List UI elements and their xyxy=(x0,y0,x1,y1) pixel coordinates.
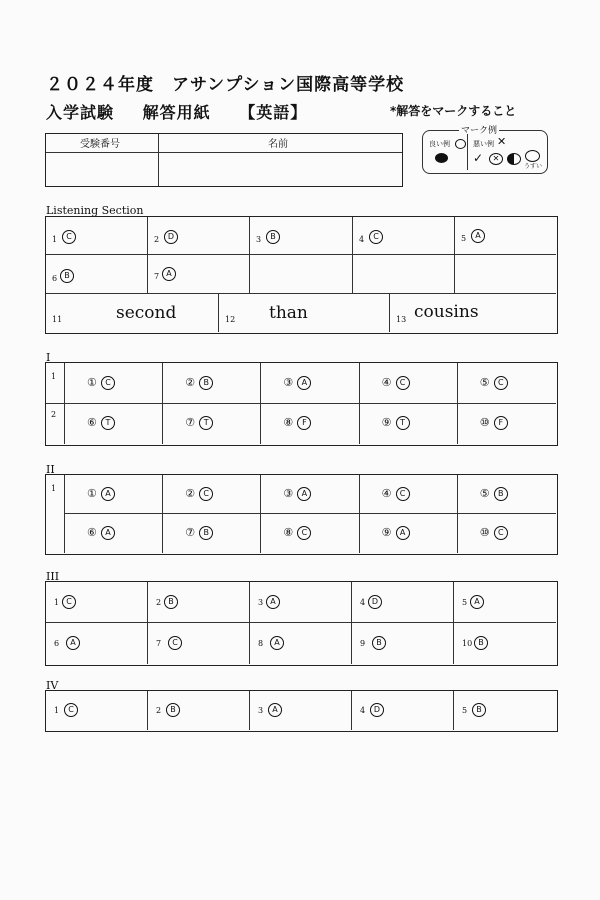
question-number: 6 xyxy=(54,638,60,648)
answer-cell[interactable] xyxy=(454,623,556,664)
question-number: 9 xyxy=(360,638,366,648)
marked-choice: A xyxy=(101,526,115,540)
question-number: ① xyxy=(87,486,97,500)
marked-choice: A xyxy=(101,487,115,501)
answer-cell[interactable] xyxy=(261,514,359,553)
part1-answer-grid xyxy=(45,362,558,446)
marked-choice: A xyxy=(297,487,311,501)
answer-mark xyxy=(474,636,488,650)
answer-cell[interactable] xyxy=(65,514,163,553)
answer-mark xyxy=(164,595,178,609)
answer-mark xyxy=(370,703,384,717)
answer-mark xyxy=(199,487,213,501)
answer-cell[interactable] xyxy=(65,404,163,444)
question-number: 8 xyxy=(258,638,264,648)
answer-mark xyxy=(369,230,383,244)
question-number: ⑥ xyxy=(87,416,97,429)
marked-choice: C xyxy=(62,595,76,609)
question-number: ⑥ xyxy=(87,525,97,539)
marked-choice: C xyxy=(494,376,508,390)
empty-cell xyxy=(455,255,556,294)
question-number: ⑤ xyxy=(479,375,490,389)
marked-choice: F xyxy=(297,416,311,430)
answer-cell[interactable] xyxy=(148,691,250,730)
marked-choice: B xyxy=(494,487,508,501)
marked-choice: T xyxy=(396,416,410,430)
marked-choice: D xyxy=(164,230,178,244)
answer-cell[interactable] xyxy=(163,475,261,514)
answer-mark xyxy=(199,416,213,430)
good-example-filled-oval-icon xyxy=(435,153,448,163)
answer-mark xyxy=(472,703,486,717)
answer-mark xyxy=(60,269,74,283)
marked-choice: A xyxy=(162,267,176,281)
marked-choice: A xyxy=(66,636,80,650)
exam-number-label: 受験番号 xyxy=(80,139,120,150)
empty-cell xyxy=(353,255,455,294)
answer-cell[interactable] xyxy=(65,363,163,404)
answer-cell[interactable] xyxy=(163,404,261,444)
answer-mark xyxy=(199,376,213,390)
answer-cell[interactable] xyxy=(352,582,454,623)
answer-cell[interactable] xyxy=(250,623,352,664)
question-number: 1 xyxy=(54,705,60,715)
answer-cell[interactable] xyxy=(352,623,454,664)
marked-choice: C xyxy=(396,487,410,501)
answer-mark xyxy=(494,487,508,501)
subtitle-exam: 入学試験 xyxy=(46,103,115,122)
question-number: 1 xyxy=(51,484,57,493)
question-number: 5 xyxy=(461,234,467,243)
answer-mark xyxy=(166,703,180,717)
question-number: 7 xyxy=(156,638,162,648)
answer-mark xyxy=(470,595,484,609)
marked-choice: C xyxy=(64,703,78,717)
question-number: ⑩ xyxy=(479,525,490,539)
part3-label: III xyxy=(46,570,60,583)
answer-cell[interactable] xyxy=(163,514,261,553)
answer-mark xyxy=(168,636,182,650)
question-number: 10 xyxy=(462,638,473,648)
question-number: ⑨ xyxy=(381,416,392,429)
answer-mark xyxy=(396,416,410,430)
answer-mark xyxy=(396,487,410,501)
question-number: ④ xyxy=(381,375,392,389)
marked-choice: C xyxy=(494,526,508,540)
answer-cell[interactable] xyxy=(46,255,148,294)
mark-instruction: *解答をマークすること xyxy=(390,104,517,118)
answer-mark xyxy=(268,703,282,717)
question-number: 6 xyxy=(52,274,58,283)
subtitle-subject: 【英語】 xyxy=(239,103,308,122)
answer-mark xyxy=(297,526,311,540)
question-number: ① xyxy=(87,375,97,389)
subtitle-sheet: 解答用紙 xyxy=(142,103,211,122)
answer-mark xyxy=(396,526,410,540)
written-answer-cell[interactable] xyxy=(219,294,390,332)
answer-cell[interactable] xyxy=(353,217,455,255)
answer-mark xyxy=(62,230,76,244)
answer-cell[interactable] xyxy=(352,691,454,730)
answer-mark xyxy=(494,416,508,430)
marked-choice: T xyxy=(101,416,115,430)
answer-mark xyxy=(101,416,115,430)
answer-cell[interactable] xyxy=(261,475,359,514)
part1-label: I xyxy=(46,351,51,364)
listening-section-label: Listening Section xyxy=(46,204,144,217)
written-answer: cousins xyxy=(414,302,479,322)
question-label-cell xyxy=(46,363,65,404)
question-number: ④ xyxy=(381,486,392,500)
answer-mark xyxy=(266,230,280,244)
answer-mark xyxy=(101,487,115,501)
answer-cell[interactable] xyxy=(261,363,359,404)
answer-mark xyxy=(368,595,382,609)
marked-choice: A xyxy=(266,595,280,609)
written-answer: than xyxy=(269,303,308,323)
marked-choice: D xyxy=(370,703,384,717)
answer-cell[interactable] xyxy=(250,217,353,255)
crossed-oval-icon: ✕ xyxy=(489,153,503,165)
question-number: ⑤ xyxy=(479,486,490,500)
marked-choice: A xyxy=(297,376,311,390)
part2-answer-grid xyxy=(45,474,558,555)
answer-mark xyxy=(266,595,280,609)
answer-cell[interactable] xyxy=(458,363,556,404)
marked-choice: C xyxy=(297,526,311,540)
question-number: 3 xyxy=(258,705,264,715)
marked-choice: B xyxy=(166,703,180,717)
marked-choice: B xyxy=(266,230,280,244)
answer-mark xyxy=(162,267,176,281)
written-answer-cell[interactable] xyxy=(390,294,556,332)
question-number: 7 xyxy=(154,272,160,281)
question-number: ⑧ xyxy=(283,525,294,539)
question-number: 13 xyxy=(396,315,407,324)
marked-choice: B xyxy=(60,269,74,283)
question-number: 5 xyxy=(462,597,468,607)
bad-example-label: 悪い例 xyxy=(473,140,494,148)
answer-cell[interactable] xyxy=(455,217,556,255)
marked-choice: C xyxy=(101,376,115,390)
answer-cell[interactable] xyxy=(454,691,556,730)
part4-label: IV xyxy=(46,679,59,692)
name-label: 名前 xyxy=(268,139,288,150)
answer-mark xyxy=(471,229,485,243)
question-number: 2 xyxy=(154,235,160,244)
question-number: 12 xyxy=(225,315,236,324)
mark-example-box xyxy=(422,126,548,174)
answer-cell[interactable] xyxy=(46,582,148,623)
answer-mark xyxy=(164,230,178,244)
marked-choice: B xyxy=(472,703,486,717)
marked-choice: C xyxy=(369,230,383,244)
half-filled-oval-icon xyxy=(507,153,521,165)
question-number: ⑩ xyxy=(479,416,490,429)
question-number: 5 xyxy=(462,705,468,715)
answer-cell[interactable] xyxy=(163,363,261,404)
marked-choice: B xyxy=(199,376,213,390)
part3-answer-grid xyxy=(45,581,558,666)
marked-choice: B xyxy=(164,595,178,609)
question-number: 2 xyxy=(51,410,57,419)
marked-choice: C xyxy=(62,230,76,244)
question-number: ② xyxy=(185,486,196,500)
question-number: 4 xyxy=(359,235,365,244)
page-title: ２０２４年度 アサンプション国際高等学校 xyxy=(46,75,405,95)
answer-mark xyxy=(66,636,80,650)
answer-cell[interactable] xyxy=(458,475,556,514)
answer-cell[interactable] xyxy=(360,363,458,404)
answer-cell[interactable] xyxy=(360,475,458,514)
marked-choice: C xyxy=(396,376,410,390)
listening-answer-grid xyxy=(45,216,558,334)
marked-choice: T xyxy=(199,416,213,430)
good-example-label: 良い例 xyxy=(429,140,450,148)
question-label-cell xyxy=(46,475,65,553)
answer-mark xyxy=(372,636,386,650)
question-number: ⑨ xyxy=(381,525,392,539)
part4-answer-grid xyxy=(45,690,558,732)
question-number: 4 xyxy=(360,705,366,715)
bad-example-x-icon: ✕ xyxy=(497,135,507,148)
answer-cell[interactable] xyxy=(458,514,556,553)
written-answer-cell[interactable] xyxy=(46,294,219,332)
answer-cell[interactable] xyxy=(250,691,352,730)
answer-mark xyxy=(297,416,311,430)
answer-mark xyxy=(199,526,213,540)
answer-cell[interactable] xyxy=(65,475,163,514)
question-number: 2 xyxy=(156,597,162,607)
marked-choice: D xyxy=(368,595,382,609)
mark-example-divider xyxy=(467,134,468,170)
answer-mark xyxy=(270,636,284,650)
name-field[interactable] xyxy=(161,154,399,184)
thin-example-label: うすい xyxy=(524,163,543,170)
question-number: ② xyxy=(185,375,196,389)
answer-mark xyxy=(101,526,115,540)
answer-cell[interactable] xyxy=(46,217,148,255)
answer-mark xyxy=(494,376,508,390)
answer-cell[interactable] xyxy=(148,582,250,623)
answer-mark xyxy=(62,595,76,609)
marked-choice: B xyxy=(372,636,386,650)
marked-choice: B xyxy=(199,526,213,540)
marked-choice: A xyxy=(396,526,410,540)
good-example-empty-oval-icon xyxy=(455,139,466,149)
marked-choice: A xyxy=(471,229,485,243)
question-number: 3 xyxy=(258,597,264,607)
marked-choice: F xyxy=(494,416,508,430)
answer-cell[interactable] xyxy=(250,582,352,623)
marked-choice: C xyxy=(199,487,213,501)
marked-choice: A xyxy=(268,703,282,717)
check-mark-icon: ✓ xyxy=(473,151,484,165)
answer-mark xyxy=(297,487,311,501)
answer-cell[interactable] xyxy=(46,623,148,664)
answer-cell[interactable] xyxy=(454,582,556,623)
answer-cell[interactable] xyxy=(360,404,458,444)
question-number: ⑧ xyxy=(283,416,294,429)
question-number: ⑦ xyxy=(185,525,196,539)
answer-cell[interactable] xyxy=(148,255,250,294)
question-number: 11 xyxy=(52,315,63,324)
answer-cell[interactable] xyxy=(458,404,556,444)
question-label-cell xyxy=(46,404,65,444)
question-number: ⑦ xyxy=(185,416,196,429)
page-subtitle xyxy=(46,100,329,123)
student-info-table xyxy=(45,133,403,187)
marked-choice: A xyxy=(470,595,484,609)
question-number: ③ xyxy=(283,375,294,389)
part2-label: II xyxy=(46,463,55,476)
empty-cell xyxy=(250,255,353,294)
answer-cell[interactable] xyxy=(148,623,250,664)
question-number: 1 xyxy=(52,235,58,244)
marked-choice: B xyxy=(474,636,488,650)
answer-mark xyxy=(64,703,78,717)
answer-mark xyxy=(101,376,115,390)
answer-mark xyxy=(396,376,410,390)
question-number: 1 xyxy=(54,597,60,607)
answer-mark xyxy=(297,376,311,390)
written-answer: second xyxy=(116,303,177,323)
question-number: ③ xyxy=(283,486,294,500)
answer-mark xyxy=(494,526,508,540)
answer-cell[interactable] xyxy=(148,217,250,255)
answer-cell[interactable] xyxy=(360,514,458,553)
answer-cell[interactable] xyxy=(261,404,359,444)
marked-choice: C xyxy=(168,636,182,650)
mark-example-caption: マーク例 xyxy=(459,123,499,136)
question-number: 4 xyxy=(360,597,366,607)
exam-number-field[interactable] xyxy=(48,154,155,184)
question-number: 1 xyxy=(51,372,57,381)
answer-cell[interactable] xyxy=(46,691,148,730)
question-number: 2 xyxy=(156,705,162,715)
marked-choice: A xyxy=(270,636,284,650)
question-number: 3 xyxy=(256,235,262,244)
